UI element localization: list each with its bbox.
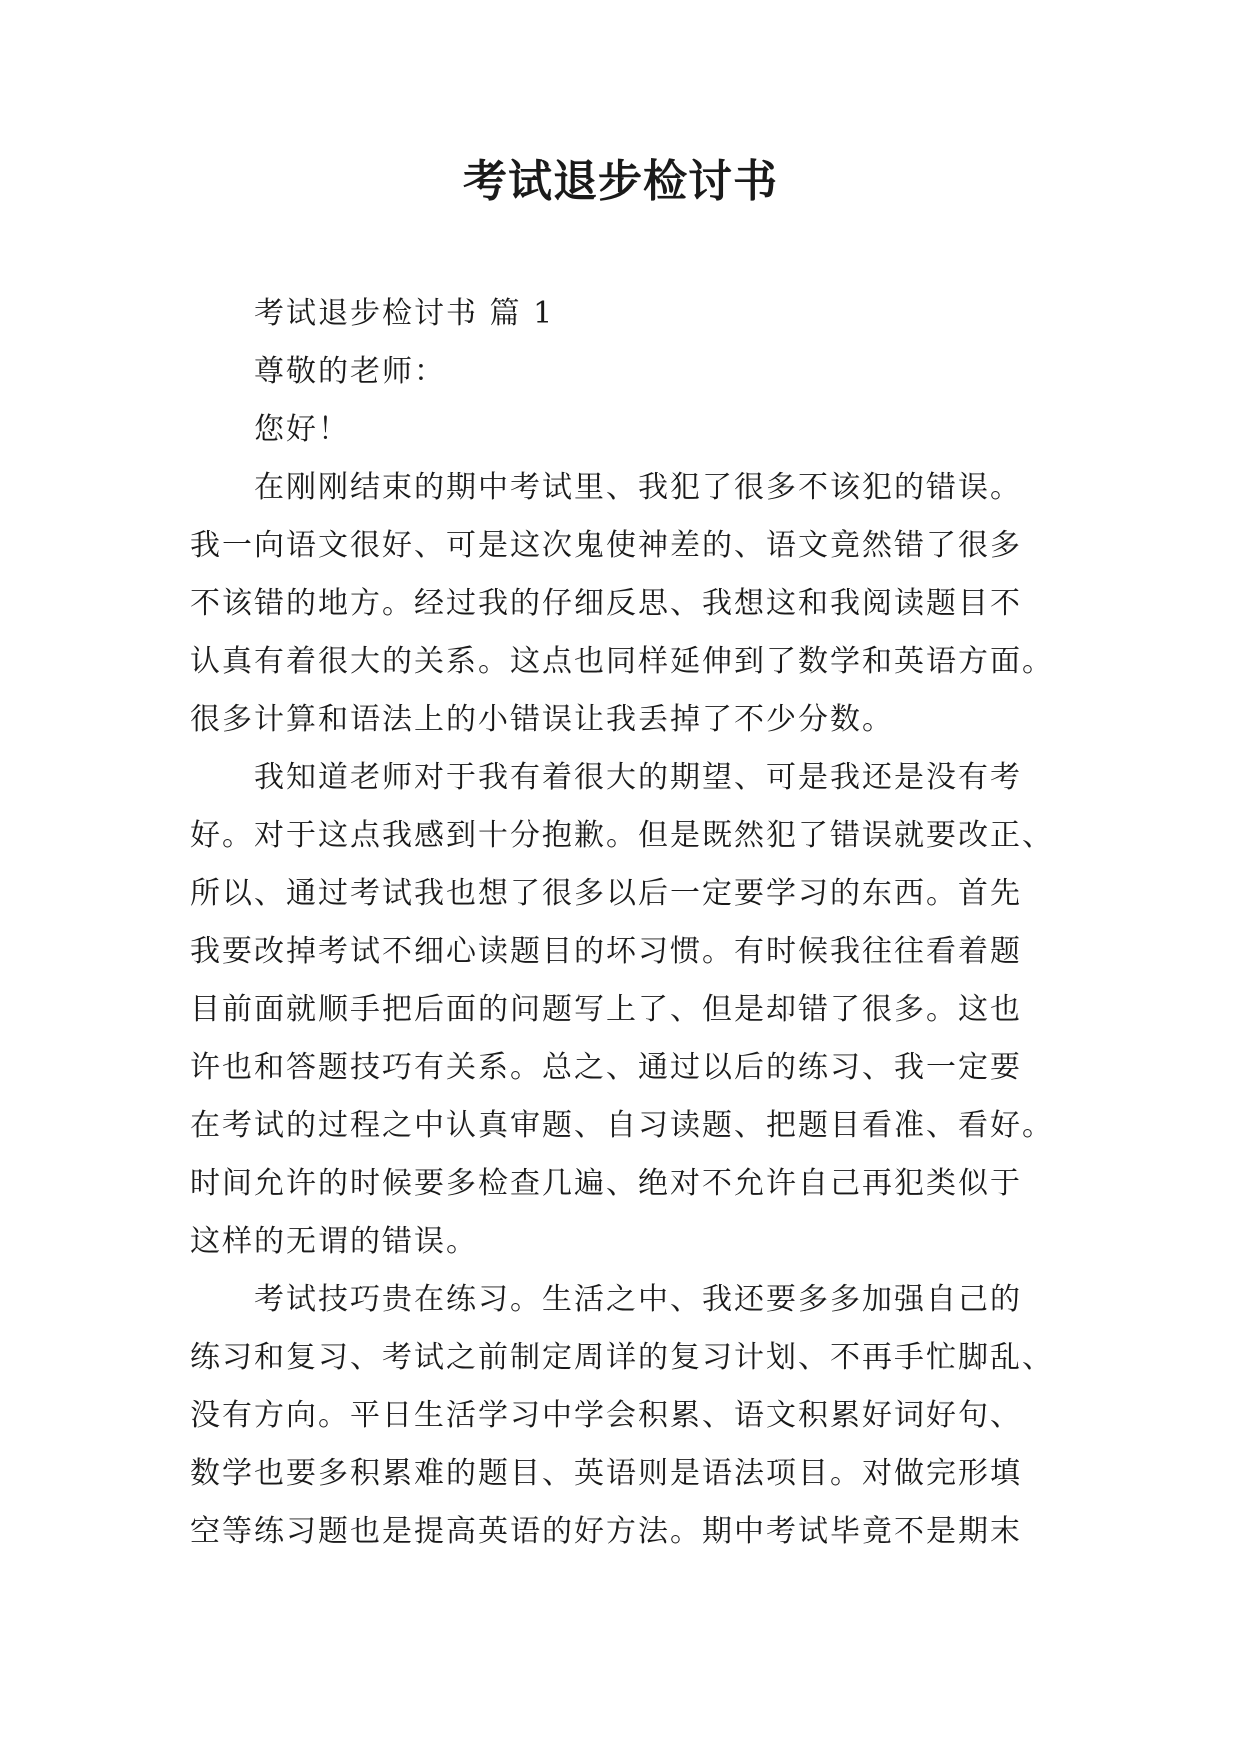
text-line: 这样的无谓的错误。 bbox=[190, 1224, 478, 1259]
text-line: 在刚刚结束的期中考试里、我犯了很多不该犯的错误。 bbox=[254, 470, 1022, 505]
text-line: 不该错的地方。经过我的仔细反思、我想这和我阅读题目不 bbox=[190, 586, 1022, 621]
text-line: 我要改掉考试不细心读题目的坏习惯。有时候我往往看着题 bbox=[190, 934, 1022, 969]
salutation: 尊敬的老师： bbox=[254, 354, 446, 389]
text-line: 认真有着很大的关系。这点也同样延伸到了数学和英语方面。 bbox=[190, 644, 1054, 679]
text-line: 考试技巧贵在练习。生活之中、我还要多多加强自己的 bbox=[254, 1282, 1022, 1317]
text-line: 空等练习题也是提高英语的好方法。期中考试毕竟不是期末 bbox=[190, 1514, 1022, 1549]
text-line: 没有方向。平日生活学习中学会积累、语文积累好词好句、 bbox=[190, 1398, 1022, 1433]
document-title: 考试退步检讨书 bbox=[463, 156, 778, 207]
text-line: 目前面就顺手把后面的问题写上了、但是却错了很多。这也 bbox=[190, 992, 1022, 1027]
document-body bbox=[190, 285, 1052, 1561]
text-line: 许也和答题技巧有关系。总之、通过以后的练习、我一定要 bbox=[190, 1050, 1022, 1085]
text-line: 练习和复习、考试之前制定周详的复习计划、不再手忙脚乱、 bbox=[190, 1340, 1054, 1375]
text-line: 好。对于这点我感到十分抱歉。但是既然犯了错误就要改正、 bbox=[190, 818, 1054, 853]
text-line: 所以、通过考试我也想了很多以后一定要学习的东西。首先 bbox=[190, 876, 1022, 911]
section-heading: 考试退步检讨书 篇 1 bbox=[254, 296, 555, 331]
text-line: 数学也要多积累难的题目、英语则是语法项目。对做完形填 bbox=[190, 1456, 1022, 1491]
text-line: 我一向语文很好、可是这次鬼使神差的、语文竟然错了很多 bbox=[190, 528, 1022, 563]
text-line: 时间允许的时候要多检查几遍、绝对不允许自己再犯类似于 bbox=[190, 1166, 1022, 1201]
text-line: 我知道老师对于我有着很大的期望、可是我还是没有考 bbox=[254, 760, 1022, 795]
greeting: 您好！ bbox=[254, 412, 350, 447]
text-line: 很多计算和语法上的小错误让我丢掉了不少分数。 bbox=[190, 702, 894, 737]
text-line: 在考试的过程之中认真审题、自习读题、把题目看准、看好。 bbox=[190, 1108, 1054, 1143]
